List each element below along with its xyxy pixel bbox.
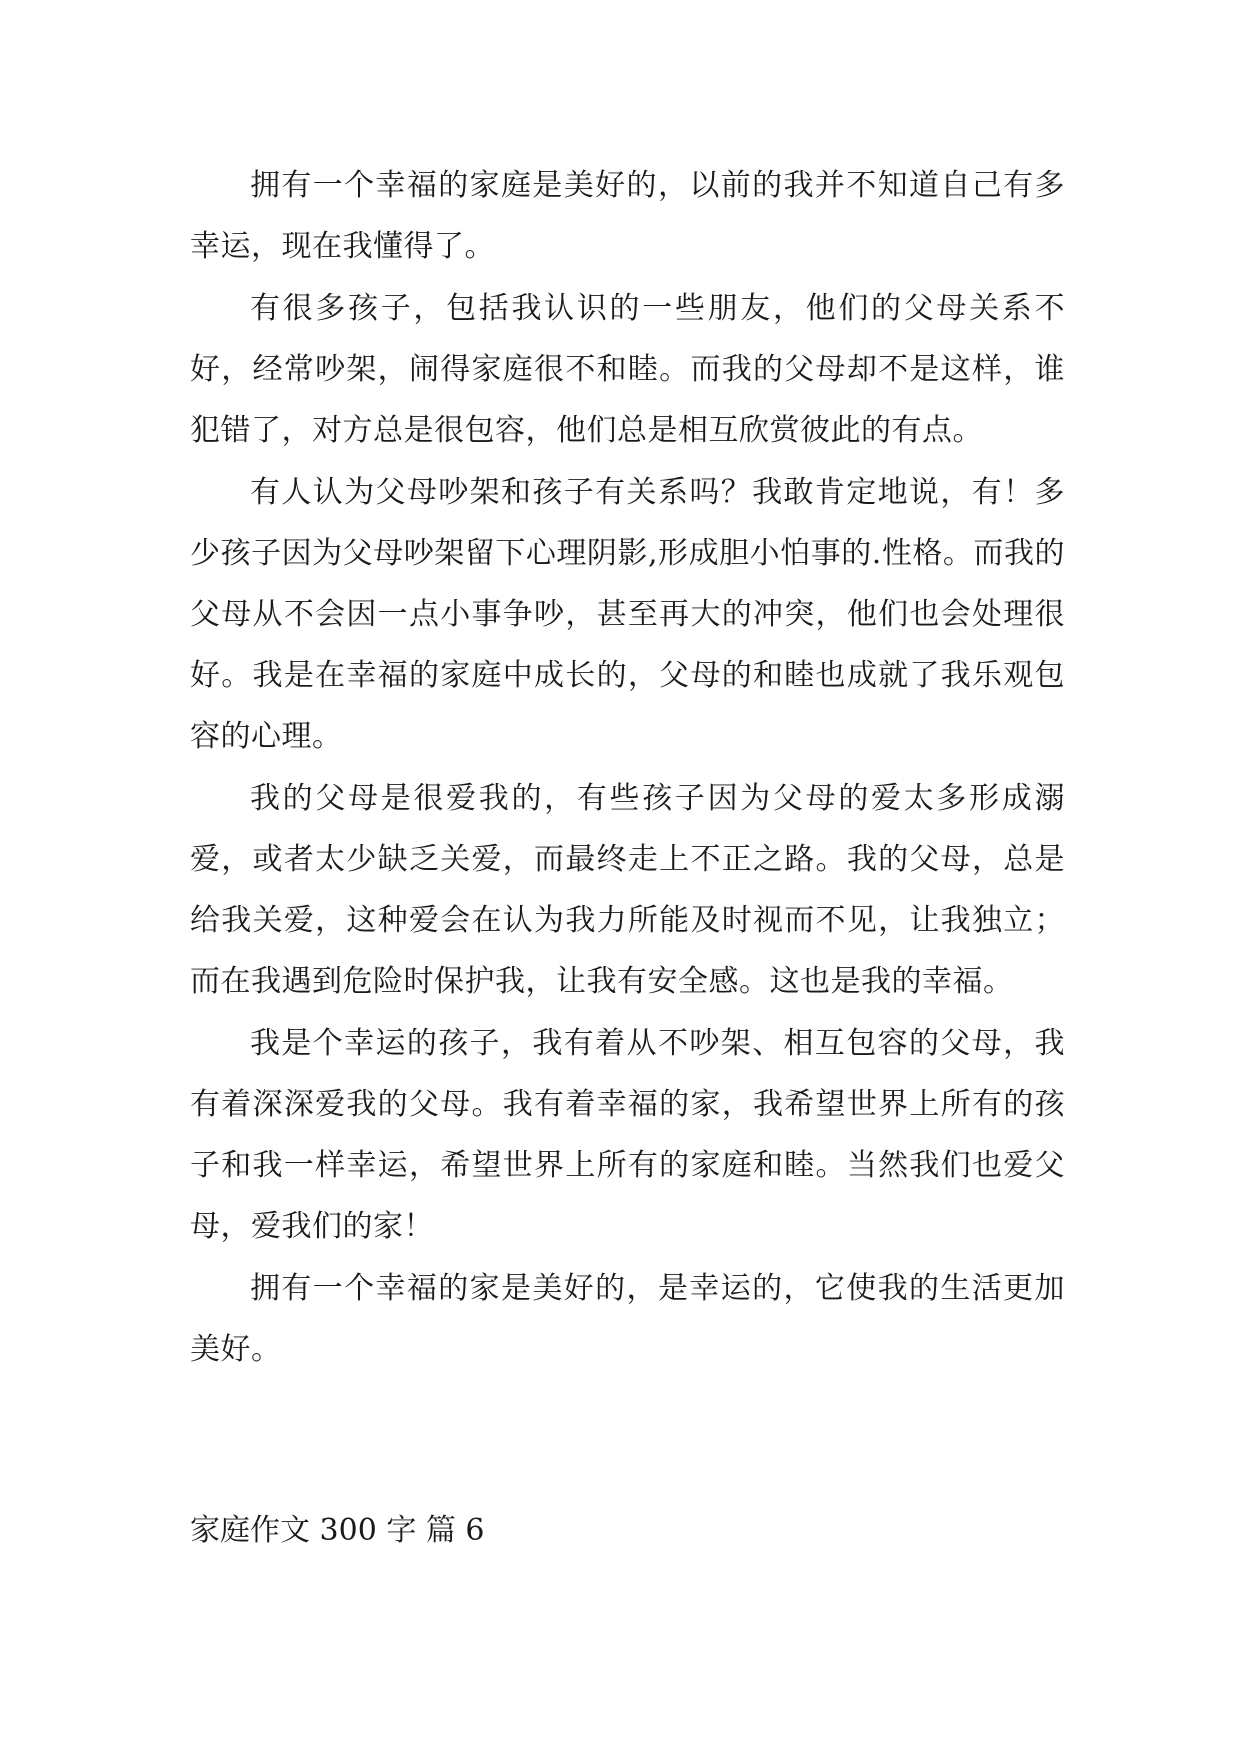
paragraph-5: 我是个幸运的孩子，我有着从不吵架、相互包容的父母，我有着深深爱我的父母。我有着幸福的家，我希望世界上所有的孩子和我一样幸运，希望世界上所有的家庭和睦。当然我们也爱父母，爱我们的家！	[190, 1026, 1065, 1244]
paragraph-2: 有很多孩子，包括我认识的一些朋友，他们的父母关系不好，经常吵架，闹得家庭很不和睦。而我的父母却不是这样，谁犯错了，对方总是很包容，他们总是相互欣赏彼此的有点。	[190, 291, 1065, 448]
section-heading: 家庭作文 300 字 篇 6	[190, 1513, 485, 1548]
paragraph-3: 有人认为父母吵架和孩子有关系吗？我敢肯定地说，有！多少孩子因为父母吵架留下心理阴影,形成胆小怕事的.性格。而我的父母从不会因一点小事争吵，甚至再大的冲突，他们也会处理很好。我是在幸福的家庭中成长的，父母的和睦也成就了我乐观包容的心理。	[190, 475, 1065, 754]
paragraph-4: 我的父母是很爱我的，有些孩子因为父母的爱太多形成溺爱，或者太少缺乏关爱，而最终走上不正之路。我的父母，总是给我关爱，这种爱会在认为我力所能及时视而不见，让我独立；而在我遇到危险时保护我，让我有安全感。这也是我的幸福。	[190, 781, 1065, 999]
essay-body	[190, 155, 1065, 1381]
paragraph-6: 拥有一个幸福的家是美好的，是幸运的，它使我的生活更加美好。	[190, 1271, 1065, 1367]
paragraph-1: 拥有一个幸福的家庭是美好的，以前的我并不知道自己有多幸运，现在我懂得了。	[190, 168, 1065, 264]
